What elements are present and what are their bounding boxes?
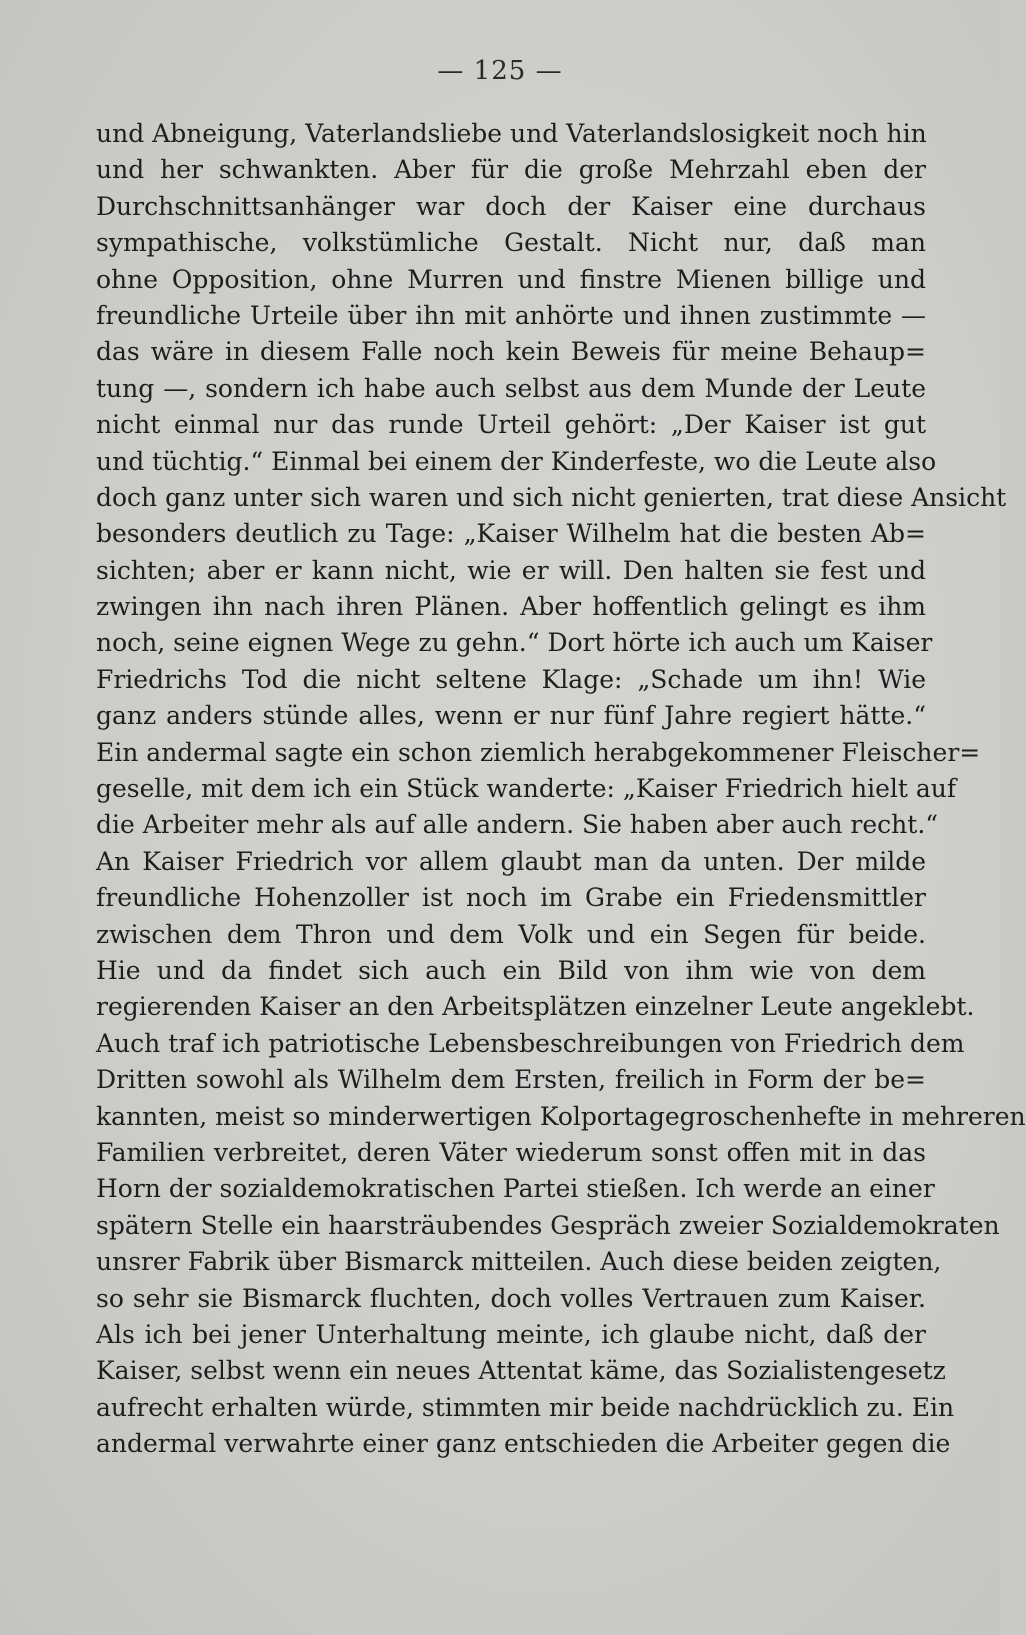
text-line: sympathische, volkstümliche Gestalt. Nicht nur, daß man: [96, 228, 926, 258]
text-line: Als ich bei jener Unterhaltung meinte, ich glaube nicht, daß der: [96, 1319, 926, 1349]
text-line: unsrer Fabrik über Bismarck mitteilen. Auch diese beiden zeigten,: [96, 1247, 942, 1277]
text-line: besonders deutlich zu Tage: „Kaiser Wilhelm hat die besten Ab=: [96, 519, 926, 549]
text-line: kannten, meist so minderwertigen Kolportagegroschenhefte in mehreren: [96, 1101, 1026, 1131]
text-line: Hie und da findet sich auch ein Bild von ihm wie von dem: [96, 955, 926, 985]
text-line: zwischen dem Thron und dem Volk und ein Segen für beide.: [96, 919, 926, 949]
text-line: sichten; aber er kann nicht, wie er will. Den halten sie fest und: [96, 555, 926, 585]
text-line: noch, seine eignen Wege zu gehn.“ Dort hörte ich auch um Kaiser: [96, 628, 933, 658]
text-line: zwingen ihn nach ihren Plänen. Aber hoffentlich gelingt es ihm: [96, 592, 926, 622]
text-line: Horn der sozialdemokratischen Partei stießen. Ich werde an einer: [96, 1174, 935, 1204]
body-text: [96, 116, 1026, 1462]
text-line: Dritten sowohl als Wilhelm dem Ersten, freilich in Form der be=: [96, 1065, 926, 1095]
text-line: doch ganz unter sich waren und sich nicht genierten, trat diese Ansicht: [96, 482, 1007, 512]
text-line: Durchschnittsanhänger war doch der Kaiser eine durchaus: [96, 191, 926, 221]
text-line: die Arbeiter mehr als auf alle andern. Sie haben aber auch recht.“: [96, 810, 939, 840]
text-line: Friedrichs Tod die nicht seltene Klage: „Schade um ihn! Wie: [96, 664, 926, 694]
text-line: An Kaiser Friedrich vor allem glaubt man da unten. Der milde: [96, 846, 926, 876]
text-line: und Abneigung, Vaterlandsliebe und Vaterlandslosigkeit noch hin: [96, 119, 927, 148]
text-line: nicht einmal nur das runde Urteil gehört: „Der Kaiser ist gut: [96, 410, 926, 440]
text-line: so sehr sie Bismarck fluchten, doch volles Vertrauen zum Kaiser.: [96, 1283, 926, 1313]
text-line: und her schwankten. Aber für die große Mehrzahl eben der: [96, 155, 926, 185]
text-line: geselle, mit dem ich ein Stück wanderte: „Kaiser Friedrich hielt auf: [96, 774, 957, 804]
page-number: — 125 —: [437, 56, 563, 86]
text-line: ganz anders stünde alles, wenn er nur fünf Jahre regiert hätte.“: [96, 701, 926, 731]
text-line: tung —, sondern ich habe auch selbst aus dem Munde der Leute: [96, 373, 926, 403]
text-line: Auch traf ich patriotische Lebensbeschreibungen von Friedrich dem: [96, 1028, 965, 1058]
text-line: spätern Stelle ein haarsträubendes Gespräch zweier Sozialdemokraten: [96, 1210, 1000, 1240]
text-line: Ein andermal sagte ein schon ziemlich herabgekommener Fleischer=: [96, 737, 981, 767]
text-line: andermal verwahrte einer ganz entschieden die Arbeiter gegen die: [96, 1429, 951, 1459]
text-line: freundliche Urteile über ihn mit anhörte und ihnen zustimmte —: [96, 300, 926, 330]
text-line: das wäre in diesem Falle noch kein Beweis für meine Behaup=: [96, 337, 926, 367]
text-line: Familien verbreitet, deren Väter wiederum sonst offen mit in das: [96, 1137, 926, 1167]
text-line: freundliche Hohenzoller ist noch im Grabe ein Friedensmittler: [96, 883, 926, 913]
text-line: und tüchtig.“ Einmal bei einem der Kinderfeste, wo die Leute also: [96, 446, 937, 476]
text-line: aufrecht erhalten würde, stimmten mir beide nachdrücklich zu. Ein: [96, 1392, 955, 1422]
text-line: regierenden Kaiser an den Arbeitsplätzen einzelner Leute angeklebt.: [96, 992, 975, 1022]
text-line: Kaiser, selbst wenn ein neues Attentat käme, das Sozialistengesetz: [96, 1356, 946, 1386]
text-line: ohne Opposition, ohne Murren und finstre Mienen billige und: [96, 264, 926, 294]
